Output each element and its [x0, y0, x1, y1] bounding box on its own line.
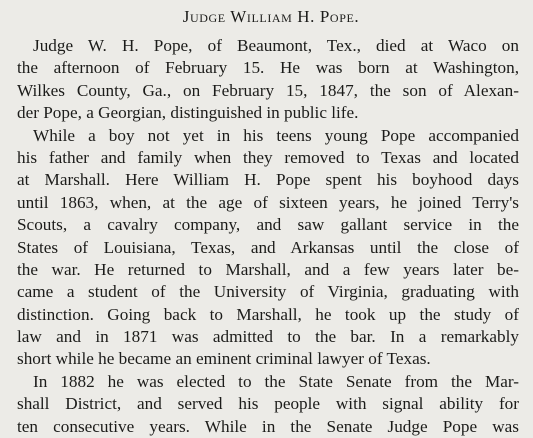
paragraph-2	[17, 125, 519, 371]
text-line: In 1882 he was elected to the State Senate from the Mar-	[33, 371, 519, 391]
text-line: ten consecutive years. While in the Senate Judge Pope was	[17, 416, 519, 436]
text-line: the war. He returned to Marshall, and a few years later be-	[17, 259, 519, 279]
text-line: his father and family when they removed to Texas and located	[17, 147, 519, 167]
text-line: shall District, and served his people with signal ability for	[17, 394, 519, 414]
text-line: at Marshall. Here William H. Pope spent his boyhood days	[17, 170, 519, 190]
text-line: Wilkes County, Ga., on February 15, 1847, the son of Alexan-	[17, 80, 519, 100]
paragraph-3	[17, 371, 519, 438]
text-line: came a student of the University of Virginia, graduating with	[17, 282, 519, 302]
text-line: While a boy not yet in his teens young Pope accompanied	[33, 125, 519, 145]
paragraph-1	[17, 35, 519, 125]
text-line: short while he became an eminent criminal lawyer of Texas.	[17, 349, 431, 369]
text-line: law and in 1871 was admitted to the bar. In a remarkably	[17, 327, 519, 347]
text-line: States of Louisiana, Texas, and Arkansas until the close of	[17, 237, 519, 257]
text-line: Judge W. H. Pope, of Beaumont, Tex., died at Waco on	[33, 36, 519, 55]
article-heading: Judge William H. Pope.	[182, 7, 360, 26]
text-line: Scouts, a cavalry company, and saw gallant service in the	[17, 215, 519, 235]
text-line: the afternoon of February 15. He was born at Washington,	[17, 58, 519, 78]
text-line: until 1863, when, at the age of sixteen years, he joined Terry's	[17, 192, 519, 212]
text-line: der Pope, a Georgian, distinguished in public life.	[17, 103, 359, 123]
text-line: distinction. Going back to Marshall, he took up the study of	[17, 304, 519, 324]
